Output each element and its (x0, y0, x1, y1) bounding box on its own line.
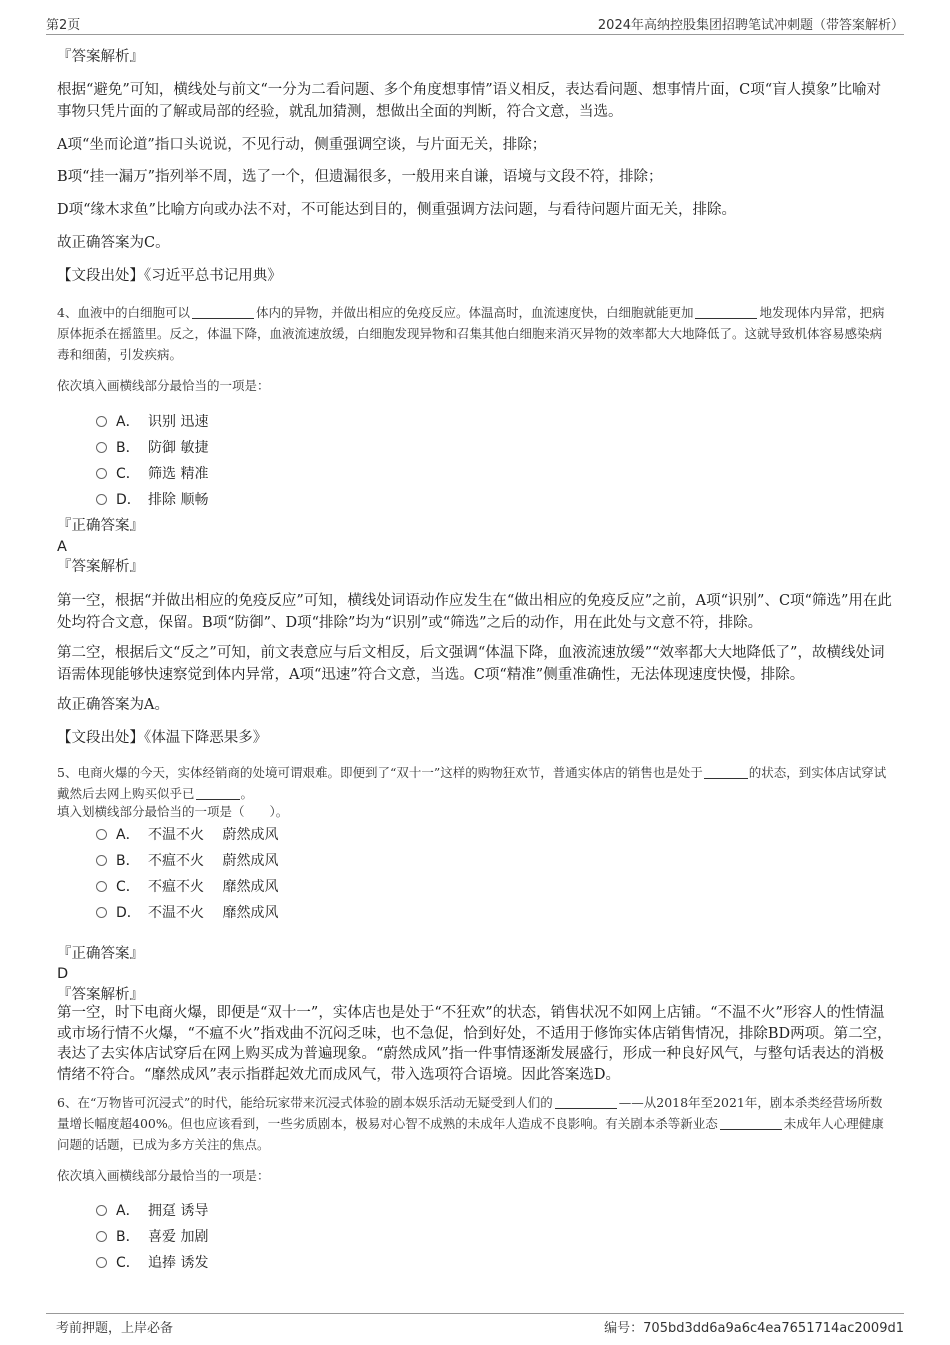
page-number: 第2页 (46, 18, 81, 33)
q5-option-d[interactable]: D． 不温不火 靡然成风 (96, 903, 278, 923)
radio-icon[interactable] (96, 1231, 107, 1242)
q5-analysis-label: 『答案解析』 (57, 987, 144, 1003)
q6-option-b[interactable]: B． 喜爱 加剧 (96, 1227, 208, 1247)
q5-option-c[interactable]: C． 不瘟不火 靡然成风 (96, 877, 278, 897)
q5-stem: 5、电商火爆的今天，实体经销商的处境可谓艰难。即便到了“双十一”这样的购物狂欢节，普通实体店的销售也是处于 的状态，到实体店试穿试戴然后去网上购买似乎已 。 (57, 765, 887, 801)
q4-option-b[interactable]: B． 防御 敏捷 (96, 438, 208, 458)
q6-stem: 6、在“万物皆可沉浸式”的时代，能给玩家带来沉浸式体验的剧本娱乐活动无疑受到人们的 ——从2018年至2021年，剧本杀类经营场所数量增长幅度超400%。但也应该看到，一些劣质剧本，极易对心智不成熟的未成年人造成不良影响。有关剧本杀等新业态 未成年人心理健康问题的话题，已成为多方关注的焦点。 (57, 1095, 884, 1152)
q5-analysis: 第一空，时下电商火爆，即便是“双十一”，实体店也是处于“不狂欢”的状态，销售状况不如网上店铺。“不温不火”形容人的性情温或市场行情不火爆，“不瘟不火”指戏曲不沉闷乏味，也不急促，恰到好处，不适用于修饰实体店销售情况，排除BD两项。第二空，表达了去实体店试穿后在网上购买成为普遍现象。“蔚然成风”指一件事情逐渐发展盛行，形成一种良好风气，与整句话表达的消极情绪不符合。“靡然成风”表示指群起效尤而成风气，带入选项符合语境。因此答案选D。 (57, 1005, 892, 1083)
page-header (46, 14, 904, 35)
q3-analysis-p3: B项“挂一漏万”指列举不周，选了一个，但遗漏很多，一般用来自谦，语境与文段不符，排除； (57, 169, 663, 185)
q3-analysis-p2: A项“坐而论道”指口头说说，不见行动，侧重强调空谈，与片面无关，排除； (57, 137, 547, 153)
q4-prompt: 依次填入画横线部分最恰当的一项是： (57, 378, 270, 393)
q5-option-b[interactable]: B． 不瘟不火 蔚然成风 (96, 851, 278, 871)
radio-icon[interactable] (96, 494, 107, 505)
q5-option-a[interactable]: A． 不温不火 蔚然成风 (96, 825, 278, 845)
radio-icon[interactable] (96, 1257, 107, 1268)
q5-correct-answer: D (57, 966, 69, 982)
q5-prompt: 填入划横线部分最恰当的一项是（ ）。 (57, 804, 289, 819)
q4-correct-label: 『正确答案』 (57, 518, 144, 534)
q6-prompt: 依次填入画横线部分最恰当的一项是： (57, 1168, 270, 1183)
q4-option-c[interactable]: C． 筛选 精准 (96, 464, 208, 484)
footer-slogan: 考前押题，上岸必备 (56, 1321, 174, 1336)
radio-icon[interactable] (96, 881, 107, 892)
q3-conclusion: 故正确答案为C。 (57, 235, 170, 251)
document-code: 编号：705bd3dd6a9a6c4ea7651714ac2009d1 (604, 1321, 904, 1336)
radio-icon[interactable] (96, 907, 107, 918)
radio-icon[interactable] (96, 442, 107, 453)
page-footer (46, 1313, 904, 1337)
q3-analysis-p1: 根据“避免”可知，横线处与前文“一分为二看问题、多个角度想事情”语义相反，表达看问题、想事情片面，C项“盲人摸象”比喻对事物只凭片面的了解或局部的经验，就乱加猜测，想做出全面的判断，符合文意，当选。 (57, 82, 882, 120)
radio-icon[interactable] (96, 829, 107, 840)
q6-option-c[interactable]: C． 追捧 诱发 (96, 1253, 208, 1273)
q3-source: 【文段出处】《习近平总书记用典》 (57, 268, 282, 284)
q4-analysis-p1: 第一空，根据“并做出相应的免疫反应”可知，横线处词语动作应发生在“做出相应的免疫反应”之前，A项“识别”、C项“筛选”用在此处均符合文意，保留。B项“防御”、D项“排除”均为“识别”或“筛选”之后的动作，用在此处与文意不符，排除。 (57, 593, 892, 631)
q4-stem: 4、血液中的白细胞可以 体内的异物，并做出相应的免疫反应。体温高时，血流速度快，白细胞就能更加 地发现体内异常，把病原体扼杀在摇篮里。反之，体温下降，血液流速放缓，白细胞发现异物和召集其他白细胞来消灭异物的效率都大大地降低了。这就导致机体容易感染病毒和细菌，引发疾病。 (57, 305, 885, 362)
radio-icon[interactable] (96, 416, 107, 427)
q4-option-d[interactable]: D． 排除 顺畅 (96, 490, 208, 510)
q4-analysis-label: 『答案解析』 (57, 559, 144, 575)
q4-option-a[interactable]: A． 识别 迅速 (96, 412, 208, 432)
q4-analysis-p2: 第二空，根据后文“反之”可知，前文表意应与后文相反，后文强调“体温下降，血液流速放缓”“效率都大大地降低了”，故横线处词语需体现能够快速察觉到体内异常，A项“迅速”符合文意，当选。C项“精准”侧重准确性，无法体现速度快慢，排除。 (57, 645, 885, 683)
q3-analysis-label: 『答案解析』 (57, 49, 144, 65)
radio-icon[interactable] (96, 1205, 107, 1216)
radio-icon[interactable] (96, 855, 107, 866)
radio-icon[interactable] (96, 468, 107, 479)
q6-option-a[interactable]: A． 拥趸 诱导 (96, 1201, 208, 1221)
q4-conclusion: 故正确答案为A。 (57, 697, 169, 713)
q4-source: 【文段出处】《体温下降恶果多》 (57, 730, 268, 746)
q5-correct-label: 『正确答案』 (57, 946, 144, 962)
q3-analysis-p4: D项“缘木求鱼”比喻方向或办法不对，不可能达到目的，侧重强调方法问题，与看待问题片面无关，排除。 (57, 202, 736, 218)
q4-correct-answer: A (57, 539, 67, 555)
document-title: 2024年高纳控股集团招聘笔试冲刺题（带答案解析） (597, 18, 904, 33)
